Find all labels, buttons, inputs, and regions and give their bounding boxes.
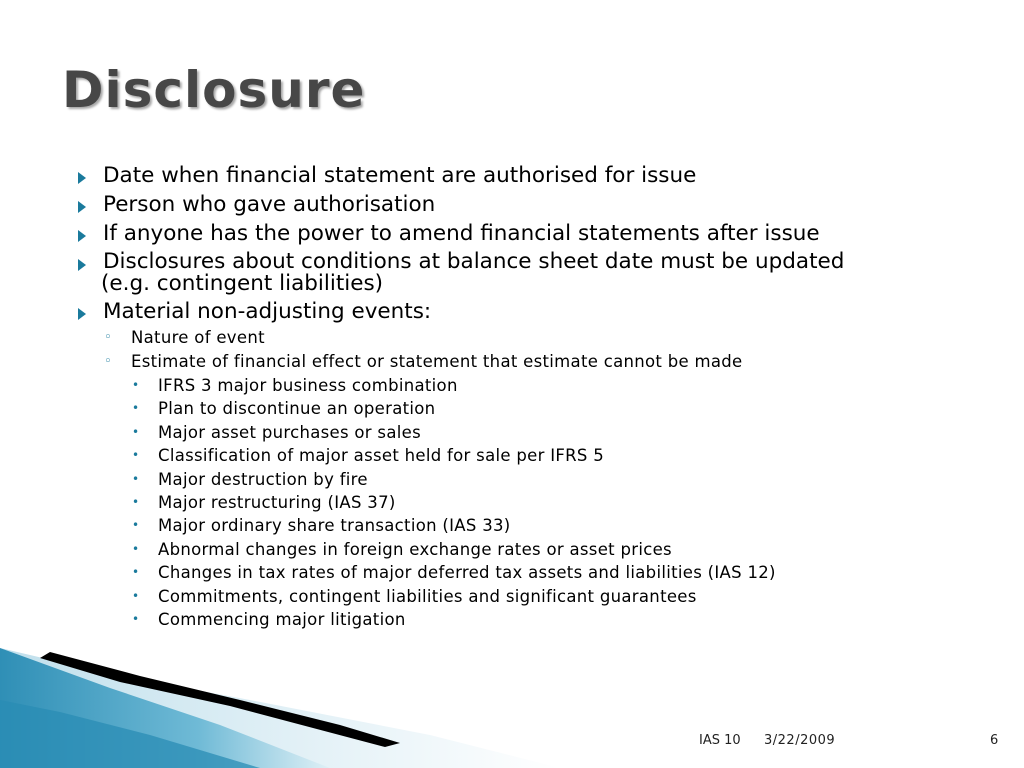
sub-sub-bullet-text: Changes in tax rates of major deferred tax assets and liabilities (IAS 12) <box>158 563 776 583</box>
footer-label: IAS 10 <box>699 733 741 748</box>
bullet-text: Disclosures about conditions at balance sheet date must be updated <box>103 249 845 274</box>
sub-sub-bullet-text: Major destruction by fire <box>158 469 368 489</box>
slide-number: 6 <box>990 733 999 748</box>
sub-sub-bullet-text: IFRS 3 major business combination <box>158 376 458 395</box>
small-dot-icon: • <box>132 495 140 510</box>
hollow-circle-icon: ◦ <box>104 330 112 345</box>
sub-sub-bullet-text: Major restructuring (IAS 37) <box>158 493 396 513</box>
small-dot-icon: • <box>132 378 140 392</box>
footer-date: 3/22/2009 <box>764 733 836 748</box>
sub-sub-bullet-text: Abnormal changes in foreign exchange rates or asset prices <box>158 539 672 559</box>
sub-sub-bullet-text: Major ordinary share transaction (IAS 33) <box>158 516 511 536</box>
hollow-circle-icon: ◦ <box>104 354 112 369</box>
small-dot-icon: • <box>132 588 140 603</box>
sub-sub-bullet-text: Plan to discontinue an operation <box>158 399 436 419</box>
sub-sub-bullet-text: Commitments, contingent liabilities and significant guarantees <box>158 586 697 606</box>
bullet-text: If anyone has the power to amend financial statements after issue <box>103 221 820 246</box>
small-dot-icon: • <box>132 612 140 627</box>
small-dot-icon: • <box>132 424 140 439</box>
sub-bullet-text: Nature of event <box>131 328 265 347</box>
sub-bullet-text: Estimate of financial effect or statement that estimate cannot be made <box>131 352 743 371</box>
small-dot-icon: • <box>132 518 140 533</box>
small-dot-icon: • <box>132 565 140 580</box>
sub-sub-bullet-text: Major asset purchases or sales <box>158 422 421 442</box>
small-dot-icon: • <box>132 401 140 416</box>
small-dot-icon: • <box>132 448 140 463</box>
small-dot-icon: • <box>132 471 140 486</box>
slide-title: Disclosure <box>62 61 366 119</box>
small-dot-icon: • <box>132 541 140 556</box>
bullet-text: Date when financial statement are authorised for issue <box>103 163 697 188</box>
sub-sub-bullet-text: Commencing major litigation <box>158 610 406 630</box>
sub-sub-bullet-text: Classification of major asset held for sale per IFRS 5 <box>158 446 605 466</box>
bullet-text: Material non-adjusting events: <box>103 299 432 324</box>
bullet-text: Person who gave authorisation <box>103 192 436 217</box>
bullet-text-continuation: (e.g. contingent liabilities) <box>101 271 384 296</box>
